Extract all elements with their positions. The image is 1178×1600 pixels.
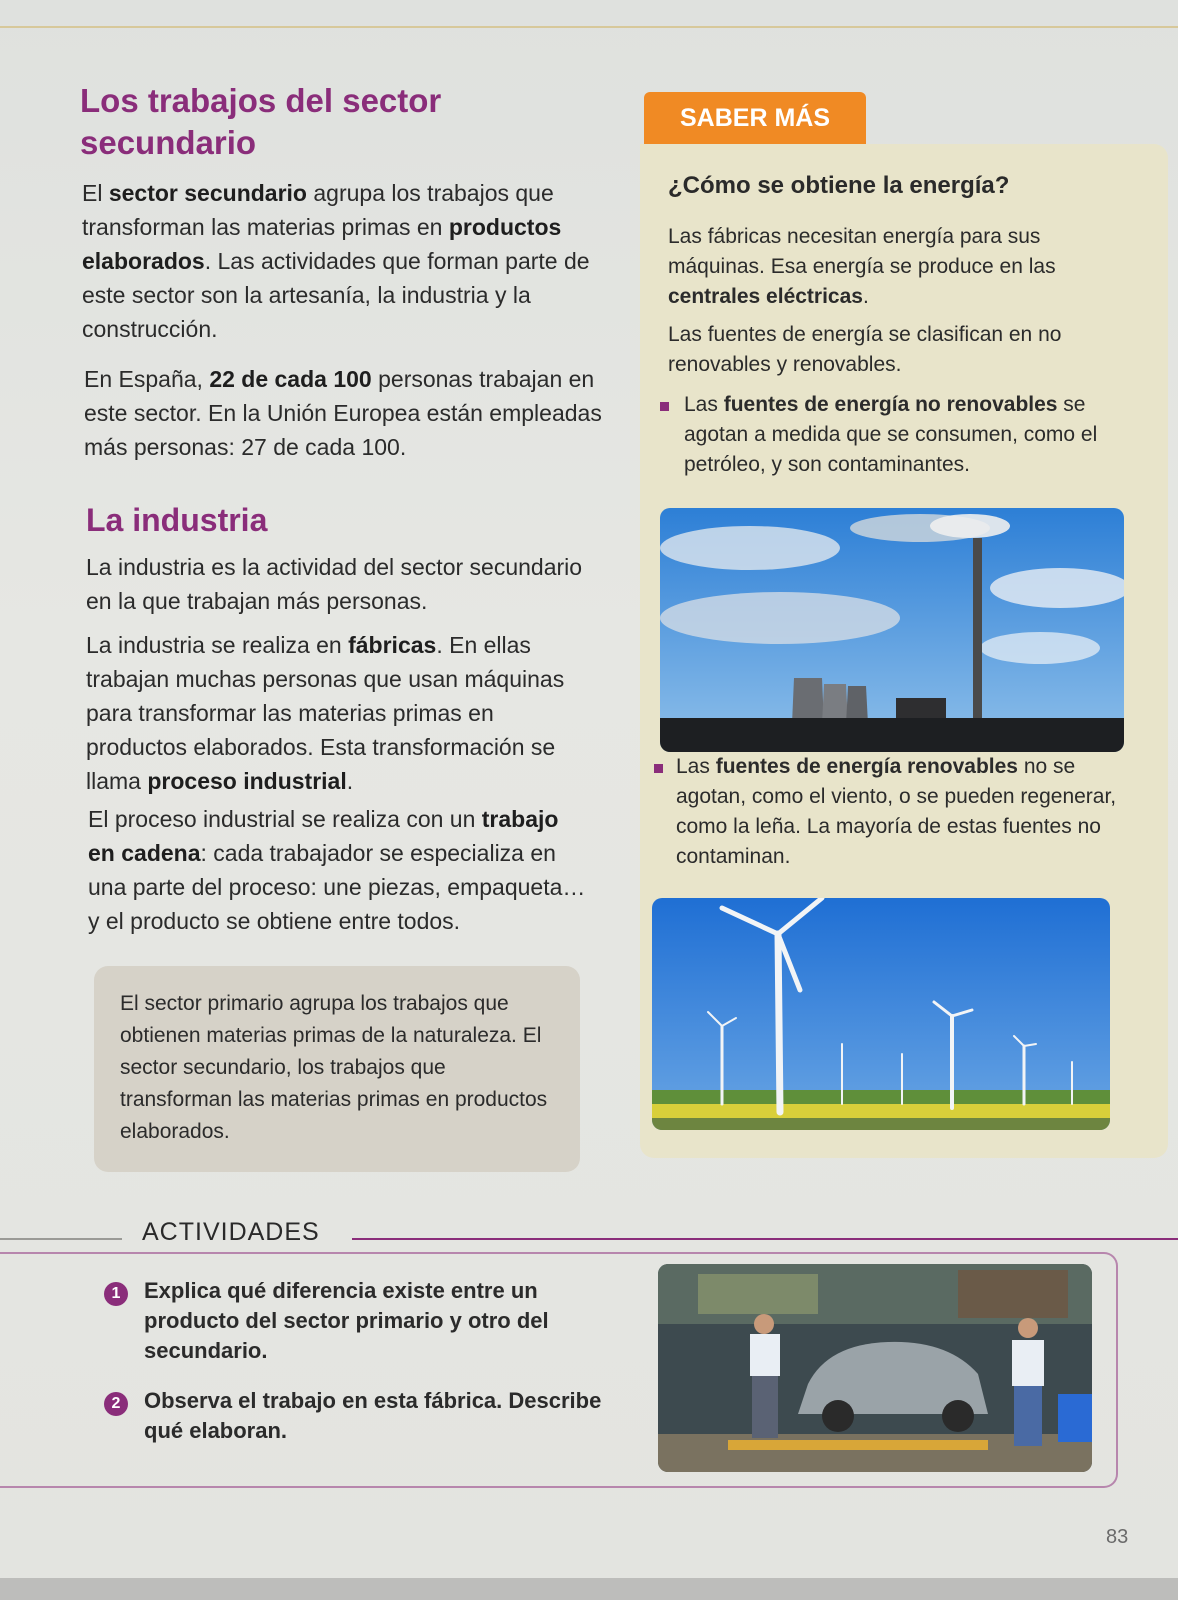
bold-term: 22 de cada 100	[209, 366, 372, 392]
bold-term: centrales eléctricas	[668, 285, 863, 308]
summary-box	[94, 966, 580, 1172]
top-rule	[0, 26, 1178, 28]
page-title: Los trabajos del sector secundario	[80, 82, 442, 161]
summary-text: El sector primario agrupa los trabajos que obtienen materias primas de la naturaleza. El sector secundario, los trabajos que transforman las materias primas en productos elaborados.	[120, 992, 548, 1143]
saber-mas-paragraph-1	[668, 222, 1138, 312]
bullet-square	[654, 764, 663, 773]
activity-number-1: 1	[104, 1282, 128, 1306]
saber-mas-question: ¿Cómo se obtiene la energía?	[668, 172, 1010, 199]
text-run: En España,	[84, 366, 210, 392]
section-heading-industria: La industria	[86, 502, 268, 538]
text-run: El proceso industrial se realiza con un	[88, 806, 482, 832]
bullet-square	[660, 402, 669, 411]
car-factory-photo	[658, 1264, 1092, 1472]
text-run: El	[82, 180, 109, 206]
text-run: : cada trabajador se especializa en una parte del proceso: une piezas, empaqueta… y el producto se obtiene entre todos.	[88, 840, 586, 934]
activity-2-text: Observa el trabajo en esta fábrica. Describe qué elaboran.	[144, 1388, 602, 1443]
intro-paragraph-2	[84, 362, 604, 464]
text-run: personas trabajan en este sector. En la Unión Europea están empleadas más personas: 27 de cada 100.	[84, 366, 602, 460]
intro-paragraph-1	[82, 176, 602, 346]
text-run: Las fábricas necesitan energía para sus máquinas. Esa energía se produce en las	[668, 225, 1056, 278]
bold-term: fuentes de energía no renovables	[723, 393, 1058, 416]
text-run: Las	[684, 393, 724, 416]
text-run: agrupa los trabajos que transforman las materias primas en	[82, 180, 554, 240]
activity-1-text: Explica qué diferencia existe entre un producto del sector primario y otro del secundario.	[144, 1278, 549, 1363]
bold-term: fábricas	[348, 632, 437, 658]
wind-farm-photo	[652, 898, 1110, 1130]
industria-paragraph-2	[86, 628, 586, 798]
bold-term: sector secundario	[108, 180, 307, 206]
page-number: 83	[1106, 1526, 1129, 1548]
activities-label: ACTIVIDADES	[142, 1218, 320, 1246]
saber-mas-tab: SABER MÁS	[644, 92, 866, 144]
bold-term: proceso industrial	[147, 768, 347, 794]
text-run: .	[346, 768, 354, 794]
text-run: . Las actividades que forman parte de este sector son la artesanía, la industria y la construcción.	[82, 248, 590, 342]
bottom-band	[0, 1578, 1178, 1600]
text-run: se agotan a medida que se consumen, como el petróleo, y son contaminantes.	[684, 393, 1098, 476]
bold-term: trabajo en cadena	[88, 806, 559, 866]
saber-mas-paragraph-2: Las fuentes de energía se clasifican en no renovables y renovables.	[668, 323, 1062, 376]
text-run: Las	[676, 755, 716, 778]
activities-rule-left	[0, 1238, 122, 1240]
bullet-no-renovables	[684, 390, 1130, 480]
bold-term: productos elaborados	[82, 214, 562, 274]
text-run: .	[862, 285, 869, 308]
bold-term: fuentes de energía renovables	[715, 755, 1018, 778]
text-run: . En ellas trabajan muchas personas que usan máquinas para transformar las materias primas en productos elaborados. Esta transformación se llama	[86, 632, 565, 794]
text-run: no se agotan, como el viento, o se pueden regenerar, como la leña. La mayoría de estas fuentes no contaminan.	[676, 755, 1117, 868]
power-plant-photo	[660, 508, 1124, 752]
activities-rule-right	[352, 1238, 1178, 1240]
industria-paragraph-3	[88, 802, 588, 938]
industria-paragraph-1: La industria es la actividad del sector secundario en la que trabajan más personas.	[86, 554, 583, 614]
activity-number-2: 2	[104, 1392, 128, 1416]
bullet-renovables	[676, 752, 1122, 872]
text-run: La industria se realiza en	[86, 632, 349, 658]
